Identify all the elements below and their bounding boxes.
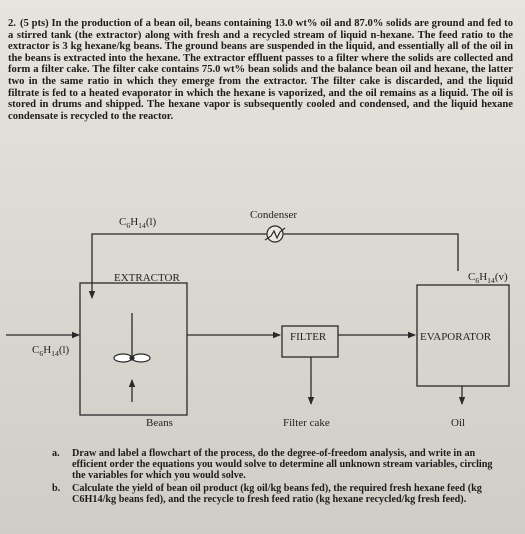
beans-label: Beans — [146, 417, 173, 429]
question-marker: a. — [52, 448, 60, 459]
condenser-icon — [265, 226, 285, 242]
problem-text: (5 pts) In the production of a bean oil, beans containing 13.0 wt% oil and 87.0% solids are ground and fed to a stirred tank (the extractor) along with fresh and a recycled stream of liquid n-hexane. The feed ratio to the extractor is 3 kg hexane/kg beans. The ground beans are suspended in the liquid, and essentially all of the oil in the beans is extracted into the hexane. The extractor effluent passes to a filter where the solids are collected and form a filter cake. The filter cake contains 75.0 wt% bean solids and the balance bean oil and hexane, the latter two in the same ratio in which they emerge from the extractor. The filter cake is discarded, and the liquid filtrate is fed to a heated evaporator in which the hexane is vaporized, and the oil remains as a liquid. The oil is stored in drums and shipped. The hexane vapor is subsequently cooled and condensed, and the liquid hexane condensate is recycled to the reactor. — [8, 18, 513, 122]
problem-number: 2. — [8, 18, 16, 29]
hexane-vapor-label: $C_6H_{14}(v)$ — [468, 271, 508, 286]
filter-cake-label: Filter cake — [283, 417, 330, 429]
question-text: Calculate the yield of bean oil product (kg oil/kg beans fed), the required fresh hexane feed (kg C6H14/kg beans fed), and the recycle to fresh feed ratio (kg hexane recycled/kg fresh feed). — [72, 482, 482, 505]
recycle-stream — [92, 234, 458, 298]
filter-label: FILTER — [290, 331, 327, 343]
extractor-label: EXTRACTOR — [114, 272, 180, 284]
extractor-box — [80, 283, 187, 415]
fresh-hexane-label: $C_6H_{14}(l)$ — [32, 344, 70, 359]
question-b — [52, 483, 507, 505]
question-text: Draw and label a flowchart of the process, do the degree-of-freedom analysis, and write in an efficient order the equations you would solve to determine all unknown stream variables, circling the variables for which you would solve. — [72, 448, 493, 482]
question-marker: b. — [52, 482, 61, 494]
recycle-hexane-label: $C_6H_{14}(l)$ — [119, 216, 157, 231]
question-a — [52, 448, 507, 482]
question-list — [52, 448, 507, 506]
process-flowchart — [0, 196, 525, 436]
condenser-label: Condenser — [250, 209, 298, 221]
evaporator-label: EVAPORATOR — [420, 331, 492, 343]
flowchart-lines — [0, 196, 525, 436]
problem-statement — [8, 18, 513, 122]
oil-label: Oil — [451, 417, 466, 429]
